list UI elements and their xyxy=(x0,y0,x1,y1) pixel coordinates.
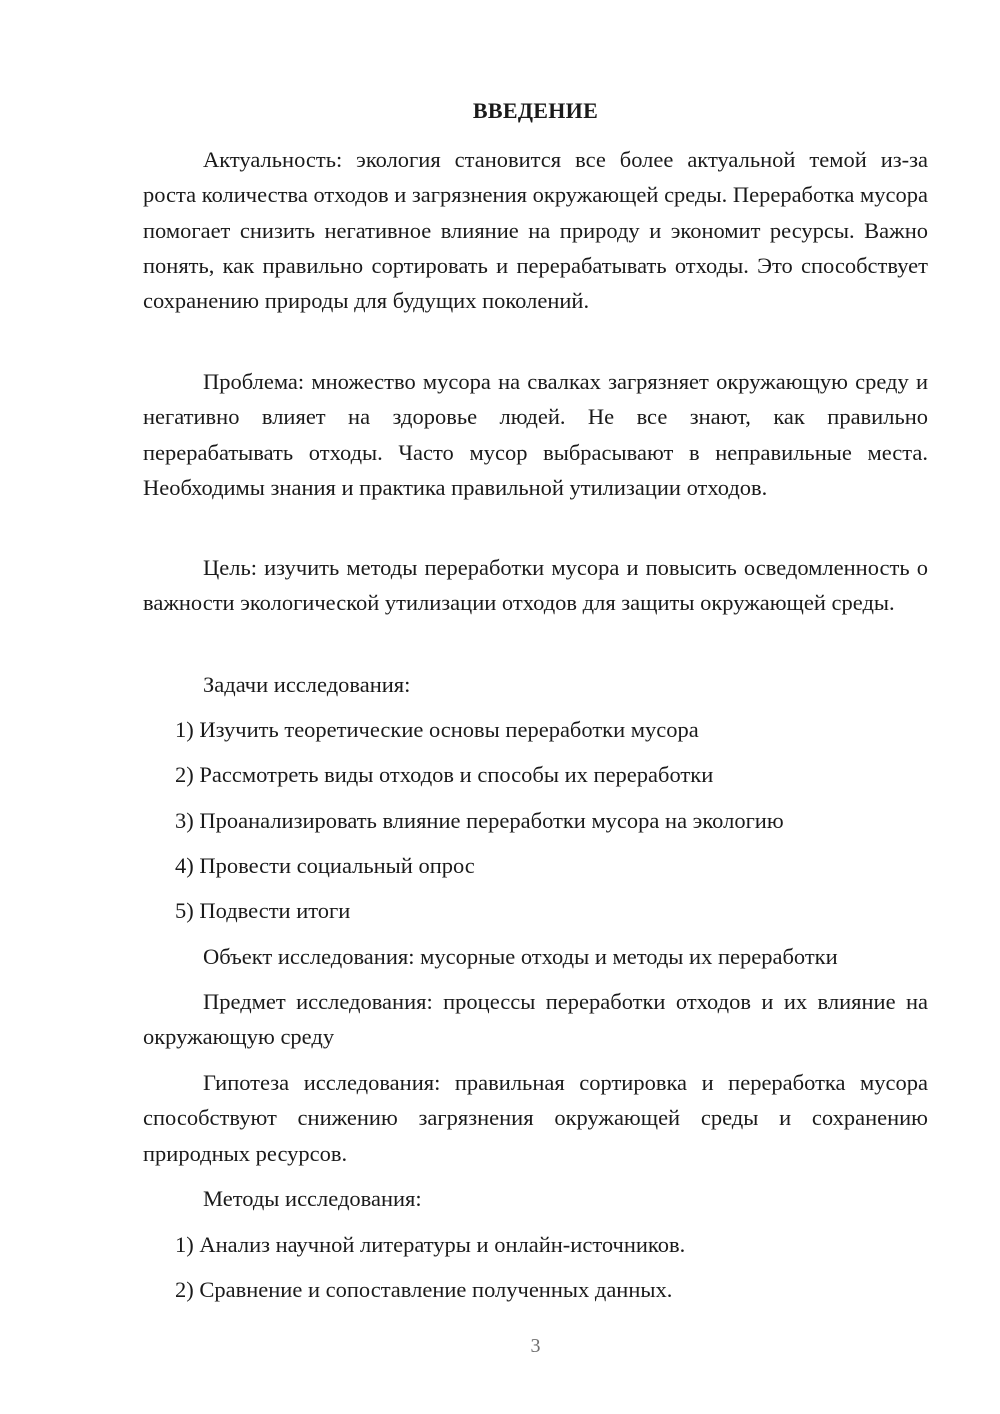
methods-heading: Методы исследования: xyxy=(203,1186,422,1211)
subject-paragraph: Предмет исследования: процессы переработки отходов и их влияние на окружающую среду xyxy=(143,989,928,1050)
relevance-paragraph: Актуальность: экология становится все более актуальной темой из-за роста количества отходов и загрязнения окружающей среды. Переработка мусора помогает снизить негативное влияние на природу и экономит ресурсы. Важно понять, как правильно сортировать и перерабатывать отходы. Это способствует сохранению природы для будущих поколений. xyxy=(143,147,928,314)
task-item: 4) Провести социальный опрос xyxy=(175,853,475,878)
page-number: 3 xyxy=(530,1335,541,1357)
method-item: 2) Сравнение и сопоставление полученных данных. xyxy=(175,1277,673,1302)
tasks-heading: Задачи исследования: xyxy=(203,672,411,697)
object-paragraph: Объект исследования: мусорные отходы и методы их переработки xyxy=(203,944,838,969)
task-item: 5) Подвести итоги xyxy=(175,898,351,923)
hypothesis-paragraph: Гипотеза исследования: правильная сортировка и переработка мусора способствуют снижению загрязнения окружающей среды и сохранению природных ресурсов. xyxy=(143,1070,928,1166)
problem-paragraph: Проблема: множество мусора на свалках загрязняет окружающую среду и негативно влияет на здоровье людей. Не все знают, как правильно перерабатывать отходы. Часто мусор выбрасывают в неправильные места. Необходимы знания и практика правильной утилизации отходов. xyxy=(143,369,928,500)
task-item: 3) Проанализировать влияние переработки мусора на экологию xyxy=(175,808,784,833)
page-title: ВВЕДЕНИЕ xyxy=(472,98,599,123)
task-item: 2) Рассмотреть виды отходов и способы их переработки xyxy=(175,762,714,787)
goal-paragraph: Цель: изучить методы переработки мусора и повысить осведомленность о важности экологической утилизации отходов для защиты окружающей среды. xyxy=(143,555,928,616)
task-item: 1) Изучить теоретические основы переработки мусора xyxy=(175,717,699,742)
method-item: 1) Анализ научной литературы и онлайн-источников. xyxy=(175,1232,686,1257)
